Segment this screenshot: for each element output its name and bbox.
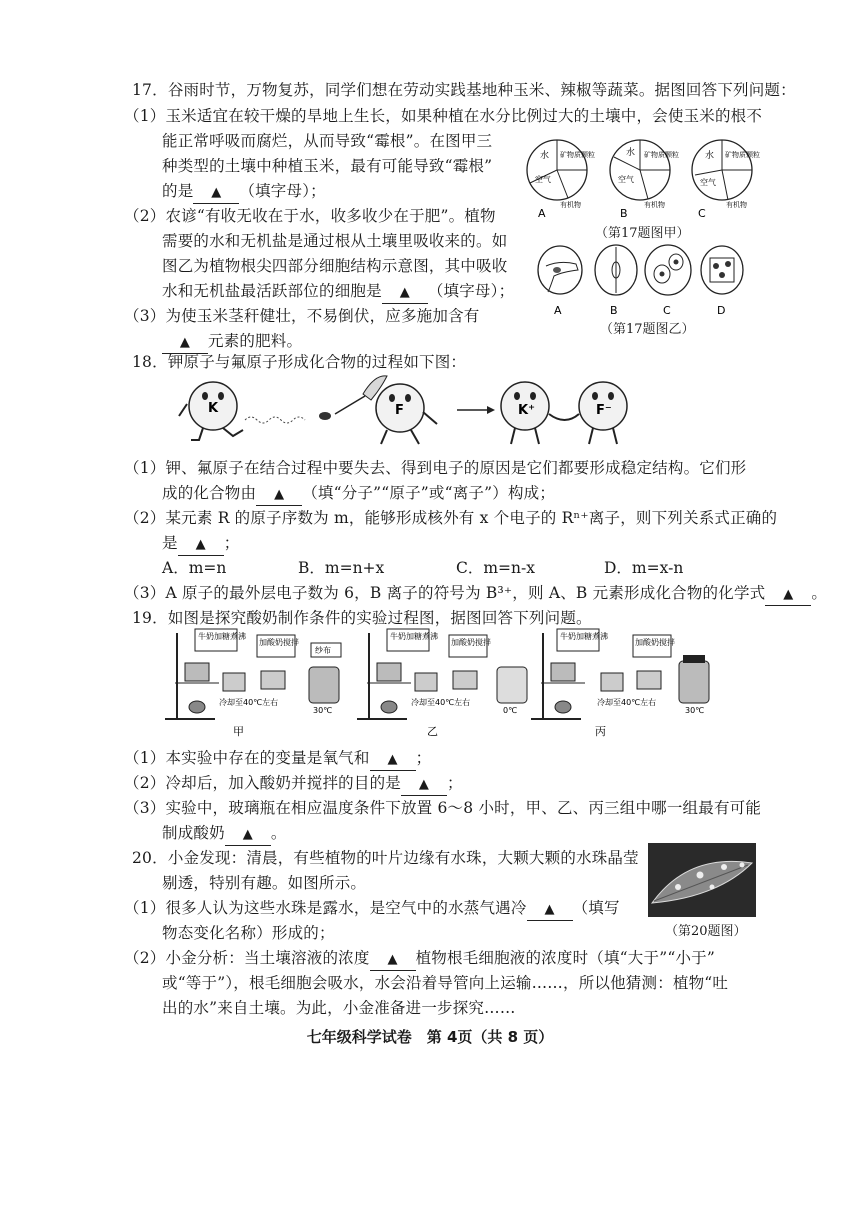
q20-part2-text-a: （2）小金分析：当土壤溶液的浓度 (124, 949, 370, 967)
answer-blank[interactable]: ▲ (193, 183, 239, 204)
pie-b-letter: B (620, 207, 628, 220)
soil-pie-b (610, 140, 679, 220)
yogurt-group-bing (531, 629, 709, 738)
q18-option-c[interactable]: C．m=n-x (456, 559, 536, 577)
q17-part3-line1: （3）为使玉米茎秆健壮，不易倒伏，应多施加含有 (124, 307, 480, 325)
q19-part3-line1: （3）实验中，玻璃瓶在相应温度条件下放置 6～8 小时，甲、乙、丙三组中哪一组最有可能 (124, 799, 762, 817)
cell-a-letter: A (554, 304, 562, 317)
q17-part2-line2: 需要的水和无机盐是通过根从土壤里吸收来的。如 (162, 232, 508, 250)
q18-part2-line2 (162, 533, 239, 556)
jia-cool-label: 冷却至40℃左右 (219, 698, 279, 707)
q20-part2-line2: 或“等于”），根毛细胞会吸水，水会沿着导管向上运输……，所以他猜测：植物“吐 (162, 974, 729, 992)
q20-fig-caption: （第20题图） (665, 924, 747, 939)
answer-blank[interactable]: ▲ (256, 485, 302, 506)
jia-group-label: 甲 (233, 725, 244, 738)
fluorine-atom-cartoon (376, 384, 437, 444)
q17-part1-line1: （1）玉米适宜在较干燥的旱地上生长，如果种植在水分比例过大的土壤中，会使玉米的根不 (124, 107, 763, 125)
jia-box3-label: 纱布 (315, 646, 331, 655)
q19-yogurt-experiment-figure (165, 625, 725, 740)
pie-b-water-label: 水 (626, 148, 636, 158)
q20-part1-line1 (124, 898, 620, 921)
pie-a-organic-label: 有机物 (560, 201, 581, 209)
q17-part2-line3: 图乙为植物根尖四部分细胞结构示意图，其中吸收 (162, 257, 508, 275)
answer-blank[interactable]: ▲ (178, 535, 224, 556)
atom-k-ion-label: K⁺ (518, 403, 535, 418)
answer-blank[interactable]: ▲ (370, 750, 416, 771)
q17-soil-pie-figure (520, 135, 760, 235)
pie-c-water-label: 水 (705, 151, 715, 161)
q19-part3-text-a: 制成酸奶 (162, 824, 225, 842)
q20-part1-text-b: （填写 (572, 899, 620, 917)
bing-group-label: 丙 (595, 725, 606, 738)
q18-part2-text-a: 是 (162, 534, 178, 552)
q18-option-d[interactable]: D．m=x-n (604, 559, 684, 577)
pie-c-letter: C (698, 207, 706, 220)
q17-part3-text-b: 元素的肥料。 (208, 332, 303, 350)
q17-part2-line4 (162, 281, 514, 304)
q19-part3-text-b: 。 (270, 824, 287, 842)
atom-k-label: K (208, 401, 219, 416)
q19-part1-line (124, 748, 431, 771)
yi-box2-label: 加酸奶搅拌 (451, 638, 491, 647)
potassium-atom-cartoon (179, 382, 243, 440)
q20-stem-line1: 20．小金发现：清晨，有些植物的叶片边缘有水珠，大颗大颗的水珠晶莹 (132, 849, 639, 867)
q17-part1-text-b: （填字母）； (239, 182, 326, 200)
atom-f-label: F (395, 403, 404, 418)
pie-b-mineral-label: 矿物质颗粒 (644, 151, 679, 159)
bing-box2-label: 加酸奶搅拌 (635, 638, 675, 647)
q17-fig-a-caption: （第17题图甲） (595, 226, 690, 241)
q18-part2-line1: （2）某元素 R 的原子序数为 m，能够形成核外有 x 个电子的 Rⁿ⁺离子，则下列关系式正确的 (124, 509, 778, 527)
q18-atom-cartoon (175, 374, 665, 454)
q17-part2-line1: （2）农谚“有收无收在于水，收多收少在于肥”。植物 (124, 207, 496, 225)
cell-a (538, 246, 582, 317)
yi-temp-label: 0℃ (503, 706, 518, 715)
q18-part3-line (124, 583, 827, 606)
answer-blank[interactable]: ▲ (765, 585, 811, 606)
yi-group-label: 乙 (427, 725, 438, 738)
soil-pie-c (692, 140, 760, 220)
q18-part1-text-b: （填“分子”“原子”或“离子”）构成； (302, 484, 556, 502)
pie-c-mineral-label: 矿物质颗粒 (725, 151, 760, 159)
q19-part2-text-a: （2）冷却后，加入酸奶并搅拌的目的是 (124, 774, 401, 792)
q17-stem: 17．谷雨时节，万物复苏，同学们想在劳动实践基地种玉米、辣椒等蔬菜。据图回答下列问题： (132, 81, 796, 99)
q18-part3-text-b: 。 (811, 584, 828, 602)
q20-part1-text-a: （1）很多人认为这些水珠是露水，是空气中的水蒸气遇冷 (124, 899, 527, 917)
yogurt-group-jia (165, 629, 341, 738)
answer-blank[interactable]: ▲ (225, 825, 271, 846)
pie-a-mineral-label: 矿物质颗粒 (560, 151, 595, 159)
q17-part1-line2: 能正常呼吸而腐烂，从而导致“霉根”。在图甲三 (162, 132, 493, 150)
q18-part1-line1: （1）钾、氟原子在结合过程中要失去、得到电子的原因是它们都要形成稳定结构。它们形 (124, 459, 747, 477)
q19-part1-text-a: （1）本实验中存在的变量是氧气和 (124, 749, 370, 767)
q20-part2-line1 (124, 948, 715, 971)
yi-cool-label: 冷却至40℃左右 (411, 698, 471, 707)
reaction-arrow-icon (457, 406, 495, 414)
q17-part1-line4 (162, 181, 326, 204)
jia-temp-label: 30℃ (313, 706, 333, 715)
q17-part1-line3: 种类型的土壤中种植玉米，最有可能导致“霉根” (162, 157, 493, 175)
q18-option-b[interactable]: B．m=n+x (298, 559, 385, 577)
q20-part1-line2: 物态变化名称）形成的； (162, 924, 335, 942)
potassium-ion-cartoon (501, 382, 549, 444)
cell-c (645, 245, 691, 317)
q19-part3-line2 (162, 823, 287, 846)
q19-part2-line (124, 773, 463, 796)
bing-cool-label: 冷却至40℃左右 (597, 698, 657, 707)
pie-b-air-label: 空气 (618, 175, 634, 184)
atom-f-ion-label: F⁻ (596, 403, 612, 418)
pie-c-organic-label: 有机物 (726, 201, 747, 209)
q18-stem: 18．钾原子与氟原子形成化合物的过程如下图： (132, 353, 467, 371)
answer-blank[interactable]: ▲ (370, 950, 416, 971)
q18-part1-line2 (162, 483, 555, 506)
bing-temp-label: 30℃ (685, 706, 705, 715)
q20-part2-text-b: 植物根毛细胞液的浓度时（填“大于”“小于” (415, 949, 715, 967)
page-footer: 七年级科学试卷 第 4页（共 8 页） (306, 1028, 554, 1046)
answer-blank[interactable]: ▲ (401, 775, 447, 796)
yi-box1-label: 牛奶加糖煮沸 (390, 632, 438, 641)
pie-b-organic-label: 有机物 (644, 201, 665, 209)
fluoride-ion-cartoon (579, 382, 627, 444)
jia-box1-label: 牛奶加糖煮沸 (198, 632, 246, 641)
jia-box2-label: 加酸奶搅拌 (259, 638, 299, 647)
cell-d (701, 246, 743, 317)
answer-blank[interactable]: ▲ (382, 283, 428, 304)
q18-part1-text-a: 成的化合物由 (162, 484, 257, 502)
pie-c-air-label: 空气 (700, 178, 716, 187)
cell-b-letter: B (610, 304, 618, 317)
q20-part2-line3: 出的水”来自土壤。为此，小金准备进一步探究…… (162, 999, 516, 1017)
q17-part1-text-a: 的是 (162, 182, 194, 200)
q20-leaf-water-drops-photo (648, 843, 756, 917)
q17-part2-text-b: （填字母）； (427, 282, 515, 300)
q20-stem-line2: 剔透，特别有趣。如图所示。 (162, 874, 367, 892)
answer-blank[interactable]: ▲ (527, 900, 573, 921)
q17-part2-text-a: 水和无机盐最活跃部位的细胞是 (162, 282, 382, 300)
pie-a-air-label: 空气 (535, 175, 551, 184)
q17-fig-b-caption: （第17题图乙） (600, 322, 695, 337)
cell-c-letter: C (663, 304, 671, 317)
q18-part2-text-b: ； (223, 534, 240, 552)
q19-part2-text-b: ； (446, 774, 463, 792)
q17-cell-figure (532, 242, 752, 317)
answer-blank[interactable]: ▲ (162, 333, 208, 354)
soil-pie-a (527, 140, 595, 220)
bing-box1-label: 牛奶加糖煮沸 (560, 632, 608, 641)
q19-part1-text-b: ； (415, 749, 432, 767)
q19-stem: 19．如图是探究酸奶制作条件的实验过程图，据图回答下列问题。 (132, 609, 592, 627)
q18-part3-text-a: （3）A 原子的最外层电子数为 6，B 离子的符号为 B³⁺，则 A、B 元素形成化合物的化学式 (124, 584, 766, 602)
q17-part3-line2 (162, 331, 302, 354)
q18-option-a[interactable]: A．m=n (162, 559, 227, 577)
yogurt-group-yi (357, 629, 527, 738)
pie-a-water-label: 水 (540, 151, 550, 161)
cell-d-letter: D (717, 304, 726, 317)
pie-a-letter: A (538, 207, 546, 220)
cell-b (595, 245, 637, 317)
